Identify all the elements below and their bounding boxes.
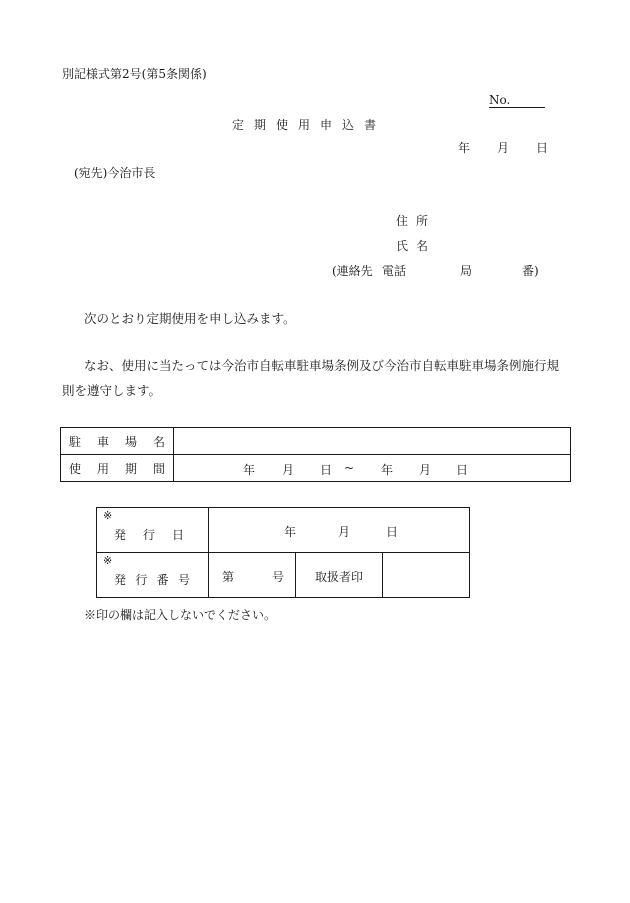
date-month-label: 月 bbox=[497, 141, 510, 155]
addressee: (宛先)今治市長 bbox=[74, 166, 156, 180]
period-end-year: 年 bbox=[381, 463, 394, 477]
usage-table bbox=[60, 427, 571, 482]
form-label: 別記様式第2号(第5条関係) bbox=[62, 67, 207, 81]
issue-date-year: 年 bbox=[284, 525, 297, 539]
usage-period-field[interactable] bbox=[174, 455, 571, 482]
period-start-year: 年 bbox=[243, 463, 256, 477]
contact-phone-label: 電話 bbox=[382, 264, 407, 278]
issue-date-field[interactable] bbox=[209, 508, 470, 553]
contact-number-label: 番) bbox=[522, 264, 539, 278]
contact-label: (連絡先 bbox=[332, 264, 373, 278]
footer-note: ※印の欄は記入しないでください。 bbox=[84, 608, 277, 622]
number-field[interactable]: No. bbox=[489, 94, 545, 108]
issue-date-row bbox=[97, 508, 470, 553]
usage-period-row bbox=[61, 455, 571, 482]
period-end-month: 月 bbox=[419, 463, 432, 477]
issue-number-label: ※ 発 行 番 号 bbox=[97, 553, 209, 598]
period-start-day: 日 bbox=[320, 463, 333, 477]
issue-number-prefix: 第 bbox=[222, 570, 235, 584]
application-statement: 次のとおり定期使用を申し込みます。 bbox=[84, 311, 296, 326]
issue-date-label: ※ 発 行 日 bbox=[97, 508, 209, 553]
parking-name-label: 駐 車 場 名 bbox=[61, 428, 174, 455]
issue-date-month: 月 bbox=[338, 525, 351, 539]
office-use-mark: ※ bbox=[103, 554, 113, 567]
period-start-month: 月 bbox=[282, 463, 295, 477]
document-title: 定期使用申込書 bbox=[232, 118, 387, 132]
parking-name-field[interactable] bbox=[174, 428, 571, 455]
date-day-label: 日 bbox=[536, 141, 549, 155]
issue-number-suffix: 号 bbox=[272, 570, 285, 584]
issue-date-day: 日 bbox=[386, 525, 399, 539]
contact-exchange-label: 局 bbox=[460, 264, 473, 278]
parking-name-row bbox=[61, 428, 571, 455]
issue-number-field[interactable] bbox=[209, 553, 296, 598]
date-year-label: 年 bbox=[458, 141, 471, 155]
usage-period-label: 使 用 期 間 bbox=[61, 455, 174, 482]
handler-seal-field[interactable] bbox=[383, 553, 470, 598]
office-use-table bbox=[96, 507, 470, 598]
handler-seal-label: 取扱者印 bbox=[296, 553, 383, 598]
name-label: 氏名 bbox=[396, 239, 437, 253]
compliance-statement-line2: 則を遵守します。 bbox=[62, 383, 162, 398]
office-use-mark: ※ bbox=[103, 509, 113, 522]
period-separator: ~ bbox=[344, 461, 355, 475]
compliance-statement-line1: なお、使用に当たっては今治市自転車駐車場条例及び今治市自転車駐車場条例施行規 bbox=[84, 358, 560, 373]
issue-number-row bbox=[97, 553, 470, 598]
period-end-day: 日 bbox=[456, 463, 469, 477]
address-label: 住所 bbox=[396, 214, 437, 228]
